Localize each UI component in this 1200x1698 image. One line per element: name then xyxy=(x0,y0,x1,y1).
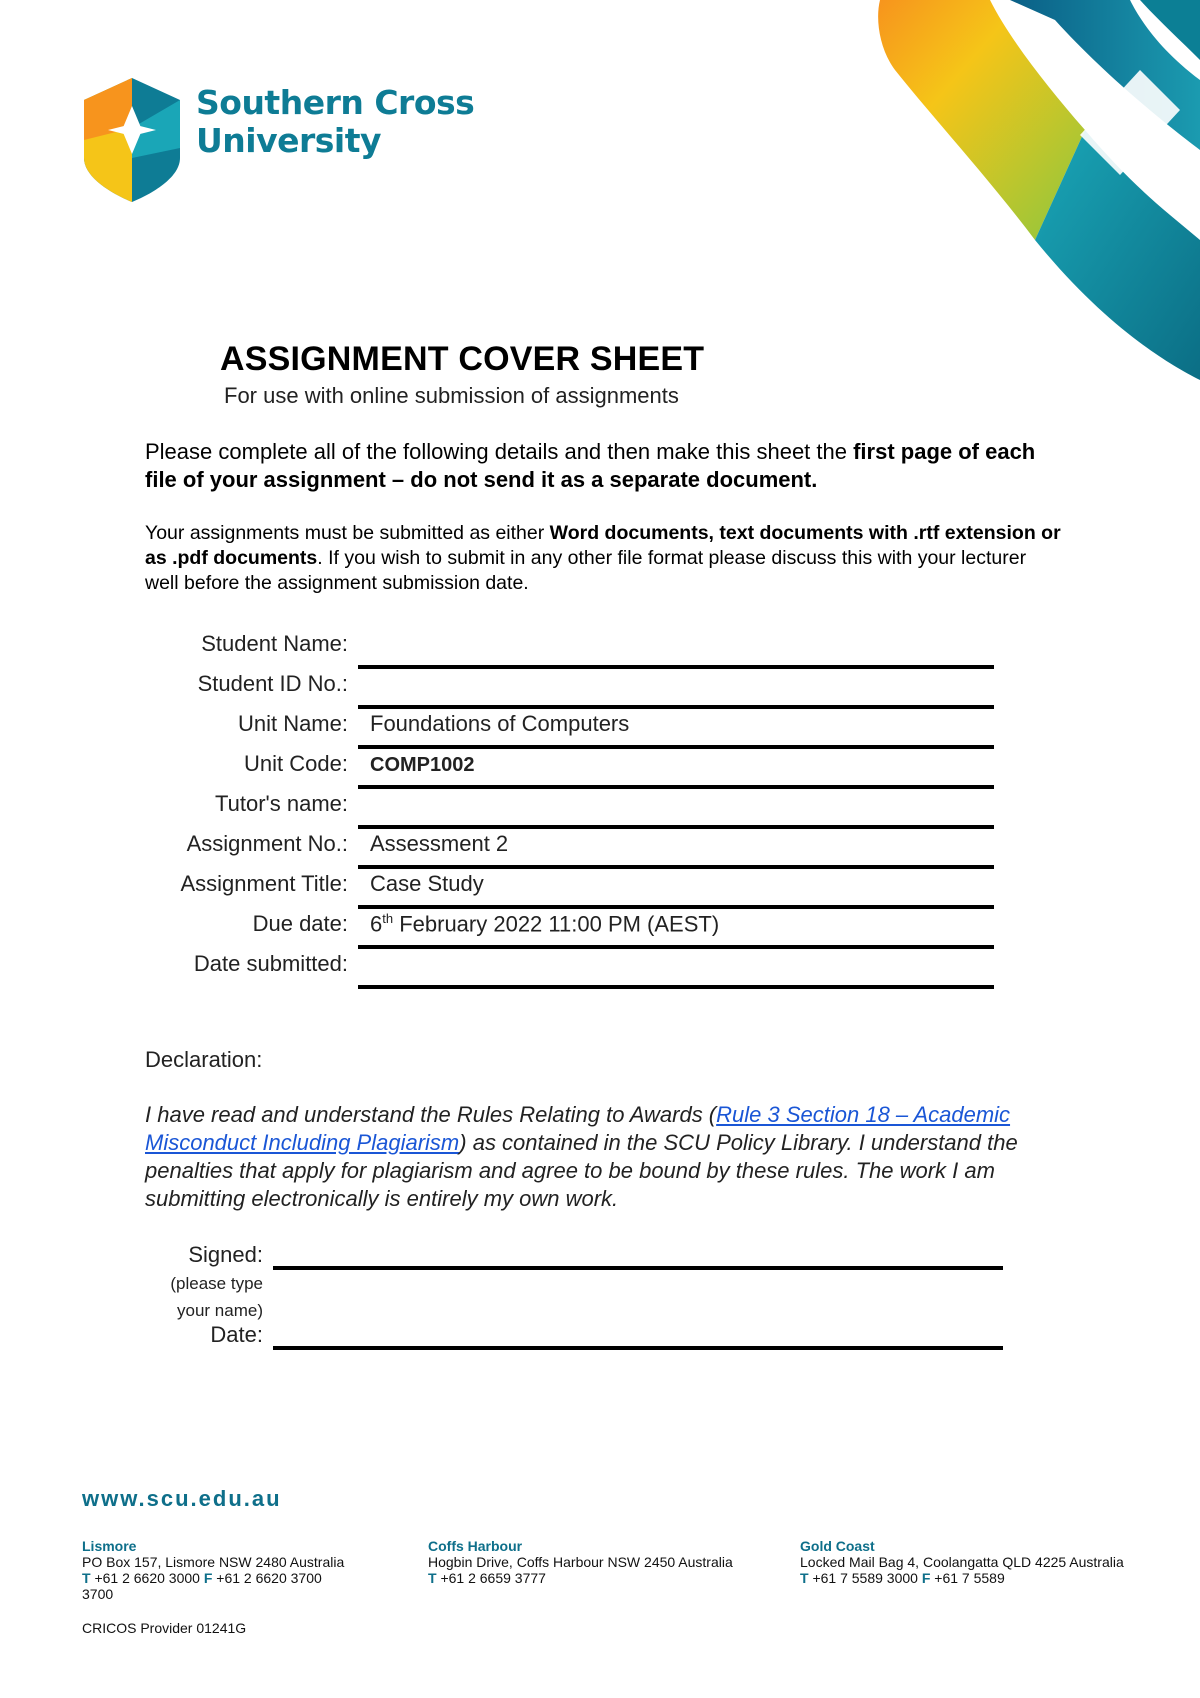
declaration-text xyxy=(145,1101,1065,1213)
phone-label: T xyxy=(428,1570,437,1586)
student-name-row xyxy=(0,625,1000,665)
tutor-name-row xyxy=(0,785,1000,825)
unit-name-field[interactable]: Foundations of Computers xyxy=(370,711,630,736)
campus-gold-coast xyxy=(800,1538,1190,1586)
instructions-p2-text2: . If you wish to submit in any other file format please discuss this with your lecturer well before the assignment submission date. xyxy=(145,547,1027,594)
signature-line[interactable] xyxy=(273,1266,1003,1270)
campus-lismore xyxy=(82,1538,382,1602)
date-submitted-underline xyxy=(358,985,994,989)
assignment-title-field[interactable]: Case Study xyxy=(370,871,484,896)
fax-number: +61 7 5589 xyxy=(934,1570,1005,1586)
date-submitted-row xyxy=(0,945,1000,985)
signature-note-line1: (please type xyxy=(170,1274,263,1293)
due-date-row xyxy=(0,905,1000,945)
assignment-no-field[interactable]: Assessment 2 xyxy=(370,831,509,856)
cricos-provider: CRICOS Provider 01241G xyxy=(82,1620,247,1636)
phone-number: +61 2 6659 3777 xyxy=(440,1570,546,1586)
unit-name-row xyxy=(0,705,1000,745)
brand-name-line2: University xyxy=(196,121,382,160)
shield-logo-icon xyxy=(84,78,180,202)
fax-label: F xyxy=(921,1570,931,1586)
assignment-no-label: Assignment No.: xyxy=(186,831,348,856)
campus-name: Gold Coast xyxy=(800,1538,875,1554)
campus-name: Lismore xyxy=(82,1538,137,1554)
assignment-no-row xyxy=(0,825,1000,865)
signed-label: Signed: xyxy=(188,1242,263,1267)
university-logo xyxy=(84,78,484,202)
corner-decoration xyxy=(840,0,1200,380)
instructions-p2-bold: Word documents, text documents with .rtf extension or as .pdf documents xyxy=(145,522,1061,569)
campus-contact xyxy=(428,1570,768,1586)
instructions-paragraph-2 xyxy=(145,521,1065,596)
campus-address: PO Box 157, Lismore NSW 2480 Australia xyxy=(82,1554,345,1570)
assignment-title-row xyxy=(0,865,1000,905)
unit-code-row xyxy=(0,745,1000,785)
campus-contact xyxy=(82,1570,382,1586)
signature-date-label: Date: xyxy=(210,1322,263,1347)
due-date-suffix: th xyxy=(382,911,394,926)
signature-note xyxy=(170,1270,263,1324)
instructions-p2-text1: Your assignments must be submitted as either xyxy=(145,522,550,544)
campus-coffs-harbour xyxy=(428,1538,768,1586)
student-name-label: Student Name: xyxy=(201,631,348,656)
tutor-name-label: Tutor's name: xyxy=(215,791,348,816)
student-id-label: Student ID No.: xyxy=(197,671,348,696)
instructions-p1-bold: first page of each file of your assignment – do not send it as a separate document. xyxy=(145,439,1036,492)
brand-name-line1: Southern Cross xyxy=(196,83,475,122)
declaration-text-before: I have read and understand the Rules Relating to Awards ( xyxy=(145,1102,717,1127)
campus-name: Coffs Harbour xyxy=(428,1538,523,1554)
page-subtitle: For use with online submission of assignments xyxy=(224,383,679,408)
due-date-field[interactable] xyxy=(370,911,719,937)
signature-date-line[interactable] xyxy=(273,1346,1003,1350)
website-link[interactable]: www.scu.edu.au xyxy=(82,1486,282,1511)
campus-address: Locked Mail Bag 4, Coolangatta QLD 4225 Australia xyxy=(800,1554,1124,1570)
phone-number: +61 7 5589 3000 xyxy=(812,1570,918,1586)
page-title: ASSIGNMENT COVER SHEET xyxy=(220,340,705,378)
due-date-day: 6 xyxy=(370,911,383,937)
assignment-title-label: Assignment Title: xyxy=(180,871,348,896)
policy-link[interactable]: Rule 3 Section 18 – Academic Misconduct Including Plagiarism xyxy=(145,1102,1011,1155)
phone-label: T xyxy=(800,1570,809,1586)
fax-number: +61 2 6620 3700 xyxy=(216,1570,322,1586)
instructions-paragraph-1 xyxy=(145,438,1065,494)
instructions-p1-text: Please complete all of the following details and then make this sheet the xyxy=(145,439,854,464)
phone-number: +61 2 6620 3000 xyxy=(94,1570,200,1586)
unit-code-field[interactable]: COMP1002 xyxy=(370,754,475,776)
campus-contact-extra: 3700 xyxy=(82,1586,114,1602)
due-date-label: Due date: xyxy=(252,911,348,936)
unit-code-label: Unit Code: xyxy=(244,751,348,776)
unit-name-label: Unit Name: xyxy=(237,711,348,736)
campus-contact xyxy=(800,1570,1190,1586)
date-submitted-label: Date submitted: xyxy=(193,951,348,976)
phone-label: T xyxy=(82,1570,91,1586)
student-id-row xyxy=(0,665,1000,705)
campus-address: Hogbin Drive, Coffs Harbour NSW 2450 Australia xyxy=(428,1554,733,1570)
fax-label: F xyxy=(203,1570,213,1586)
declaration-heading: Declaration: xyxy=(145,1047,263,1072)
signature-note-line2: your name) xyxy=(177,1301,263,1320)
declaration-text-after: ) as contained in the SCU Policy Library. I understand the penalties that apply for plagiarism and agree to be bound by these rules. The work I am submitting electronically is entirely my own work. xyxy=(145,1130,1018,1211)
due-date-rest: February 2022 11:00 PM (AEST) xyxy=(393,911,720,937)
